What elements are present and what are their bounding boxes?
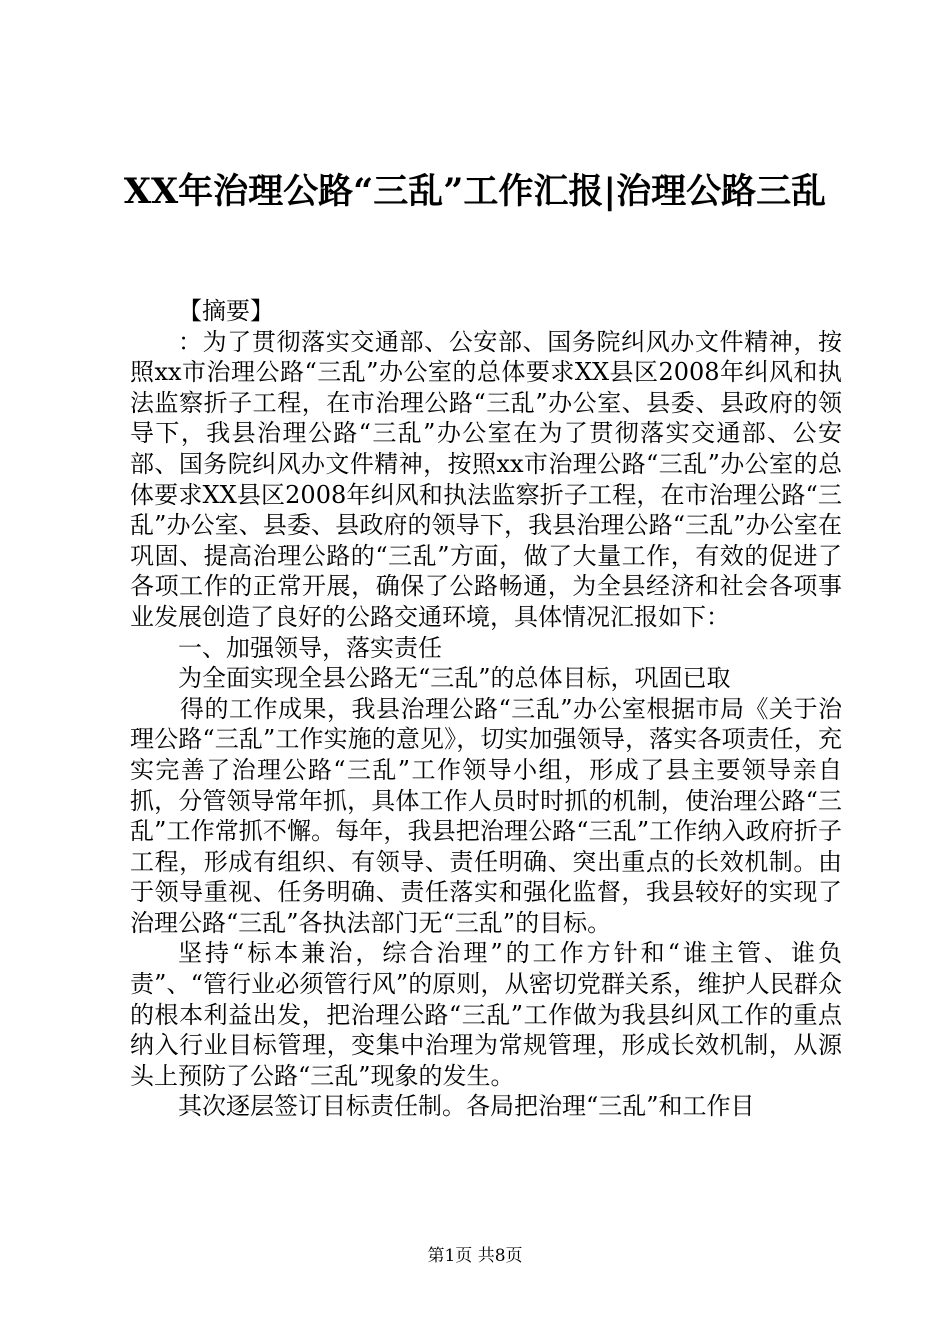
section-heading: 一、加强领导，落实责任 <box>178 633 442 662</box>
paragraph-goal-start: 为全面实现全县公路无“三乱”的总体目标，巩固已取 <box>178 664 731 693</box>
paragraph-policy: 坚持“标本兼治，综合治理”的工作方针和“谁主管、谁负责”、“管行业必须管行风”的原则，从密切党群关系，维护人民群众的根本利益出发，把治理公路“三乱”工作做为我县纠风工作的重点纳入行业目标管理，变集中治理为常规管理，形成长效机制，从源头上预防了公路“三乱”现象的发生。 <box>130 939 842 1090</box>
paragraph-intro: ：为了贯彻落实交通部、公安部、国务院纠风办文件精神，按照xx市治理公路“三乱”办公室的总体要求XX县区2008年纠风和执法监察折子工程，在市治理公路“三乱”办公室、县委、县政府的领导下，我县治理公路“三乱”办公室在为了贯彻落实交通部、公安部、国务院纠风办文件精神，按照xx市治理公路“三乱”办公室的总体要求XX县区2008年纠风和执法监察折子工程，在市治理公路“三乱”办公室、县委、县政府的领导下，我县治理公路“三乱”办公室在巩固、提高治理公路的“三乱”方面，做了大量工作，有效的促进了各项工作的正常开展，确保了公路畅通，为全县经济和社会各项事业发展创造了良好的公路交通环境，具体情况汇报如下： <box>130 327 842 631</box>
abstract-label: 【摘要】 <box>178 297 274 325</box>
page-number-footer: 第1页 共8页 <box>427 1246 523 1266</box>
document-body <box>130 296 842 1122</box>
document-title: XX年治理公路“三乱”工作汇报|治理公路三乱 <box>123 171 827 212</box>
paragraph-goal-continued: 得的工作成果，我县治理公路“三乱”办公室根据市局《关于治理公路“三乱”工作实施的意见》，切实加强领导，落实各项责任，充实完善了治理公路“三乱”工作领导小组，形成了县主要领导亲自抓，分管领导常年抓，具体工作人员时时抓的机制，使治理公路“三乱”工作常抓不懈。每年，我县把治理公路“三乱”工作纳入政府折子工程，形成有组织、有领导、责任明确、突出重点的长效机制。由于领导重视、任务明确、责任落实和强化监督，我县较好的实现了治理公路“三乱”各执法部门无“三乱”的目标。 <box>130 694 842 937</box>
paragraph-responsibility: 其次逐层签订目标责任制。各局把治理“三乱”和工作目 <box>178 1092 755 1121</box>
